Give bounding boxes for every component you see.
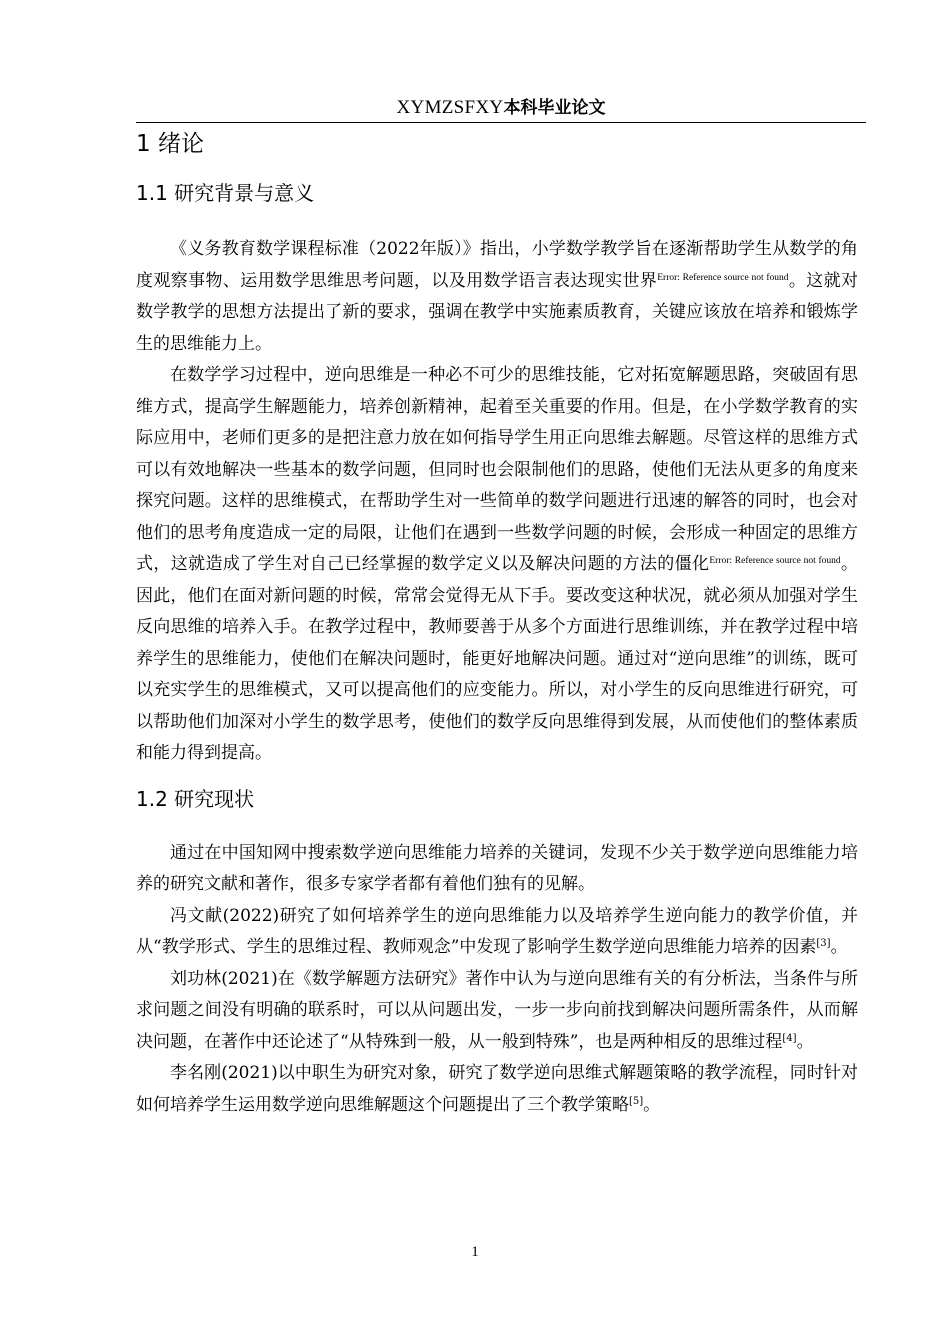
chapter-title: 1 绪论 <box>136 131 204 157</box>
paragraph-curriculum-standard: 《义务教育数学课程标准（2022年版）》指出，小学数学教学旨在逐渐帮助学生从数学的角度观察事物、运用数学思维思考问题，以及用数学语言表达现实世界$^{Error: Reference source not found}$。这就对数学教学的思想方法提出了新的要求，强调在教学中实施素质教育，关键应该放在培养和锻炼学生的思维能力上。 <box>136 239 859 354</box>
paragraph-feng-wenxian: 冯文献(2022)研究了如何培养学生的逆向思维能力以及培养学生逆向能力的教学价值，并从“教学形式、学生的思维过程、教师观念”中发现了影响学生数学逆向思维能力培养的因素[3]。 <box>136 905 858 957</box>
paragraph-reverse-thinking: 在数学学习过程中，逆向思维是一种必不可少的思维技能，它对拓宽解题思路，突破固有思维方式，提高学生解题能力，培养创新精神，起着至关重要的作用。但是，在小学数学教育的实际应用中，老师们更多的是把注意力放在如何指导学生用正向思维去解题。尽管这样的思维方式可以有效地解决一些基本的数学问题，但同时也会限制他们的思路，使他们无法从更多的角度来探究问题。这样的思维模式，在帮助学生对一些简单的数学问题进行迅速的解答的同时，也会对他们的思考角度造成一定的局限，让他们在遇到一些数学问题的时候，会形成一种固定的思维方式，这就造成了学生对自己已经掌握的数学定义以及解决问题的方法的僵化$^{Error: Reference source not found}$。因此，他们在面对新问题的时候，常常会觉得无从下手。要改变这种状况，就必须从加强对学生反向思维的培养入手。在教学过程中，教师要善于从多个方面进行思维训练，并在教学过程中培养学生的思维能力，使他们在解决问题时，能更好地解决问题。通过对“逆向思维”的训练，既可以充实学生的思维模式，又可以提高他们的应变能力。所以，对小学生的反向思维进行研究，可以帮助他们加深对小学生的数学思考，使他们的数学反向思维得到发展，从而使他们的整体素质和能力得到提高。 <box>136 365 859 763</box>
header-code: XYMZSFXY <box>396 97 504 118</box>
page-header <box>136 96 866 123</box>
paragraph-liu-gonglin: 刘功林(2021)在《数学解题方法研究》著作中认为与逆向思维有关的有分析法，当条件与所求问题之间没有明确的联系时，可以从问题出发，一步一步向前找到解决问题所需条件，从而解决问题，在著作中还论述了“从特殊到一般，从一般到特殊”，也是两种相反的思维过程[4]。 <box>136 968 858 1052</box>
header-title: 本科毕业论文 <box>503 98 606 118</box>
paragraph-li-minggang: 李名刚(2021)以中职生为研究对象，研究了数学逆向思维式解题策略的教学流程，同时针对如何培养学生运用数学逆向思维解题这个问题提出了三个教学策略[5]。 <box>136 1063 858 1115</box>
citation: [5] <box>629 1095 644 1107</box>
reference-error: Error: Reference source not found <box>657 272 789 283</box>
section-title-status: 1.2 研究现状 <box>136 786 255 811</box>
document-body <box>136 124 858 1121</box>
paragraph-cnki-search: 通过在中国知网中搜索数学逆向思维能力培养的关键词，发现不少关于数学逆向思维能力培养的研究文献和著作，很多专家学者都有着他们独有的见解。 <box>136 842 858 894</box>
citation: [3] <box>816 938 831 949</box>
reference-error: Error: Reference source not found <box>709 556 841 566</box>
citation: [4] <box>782 1032 797 1044</box>
page-number: 1 <box>471 1244 479 1260</box>
section-title-background: 1.1 研究背景与意义 <box>136 181 315 205</box>
